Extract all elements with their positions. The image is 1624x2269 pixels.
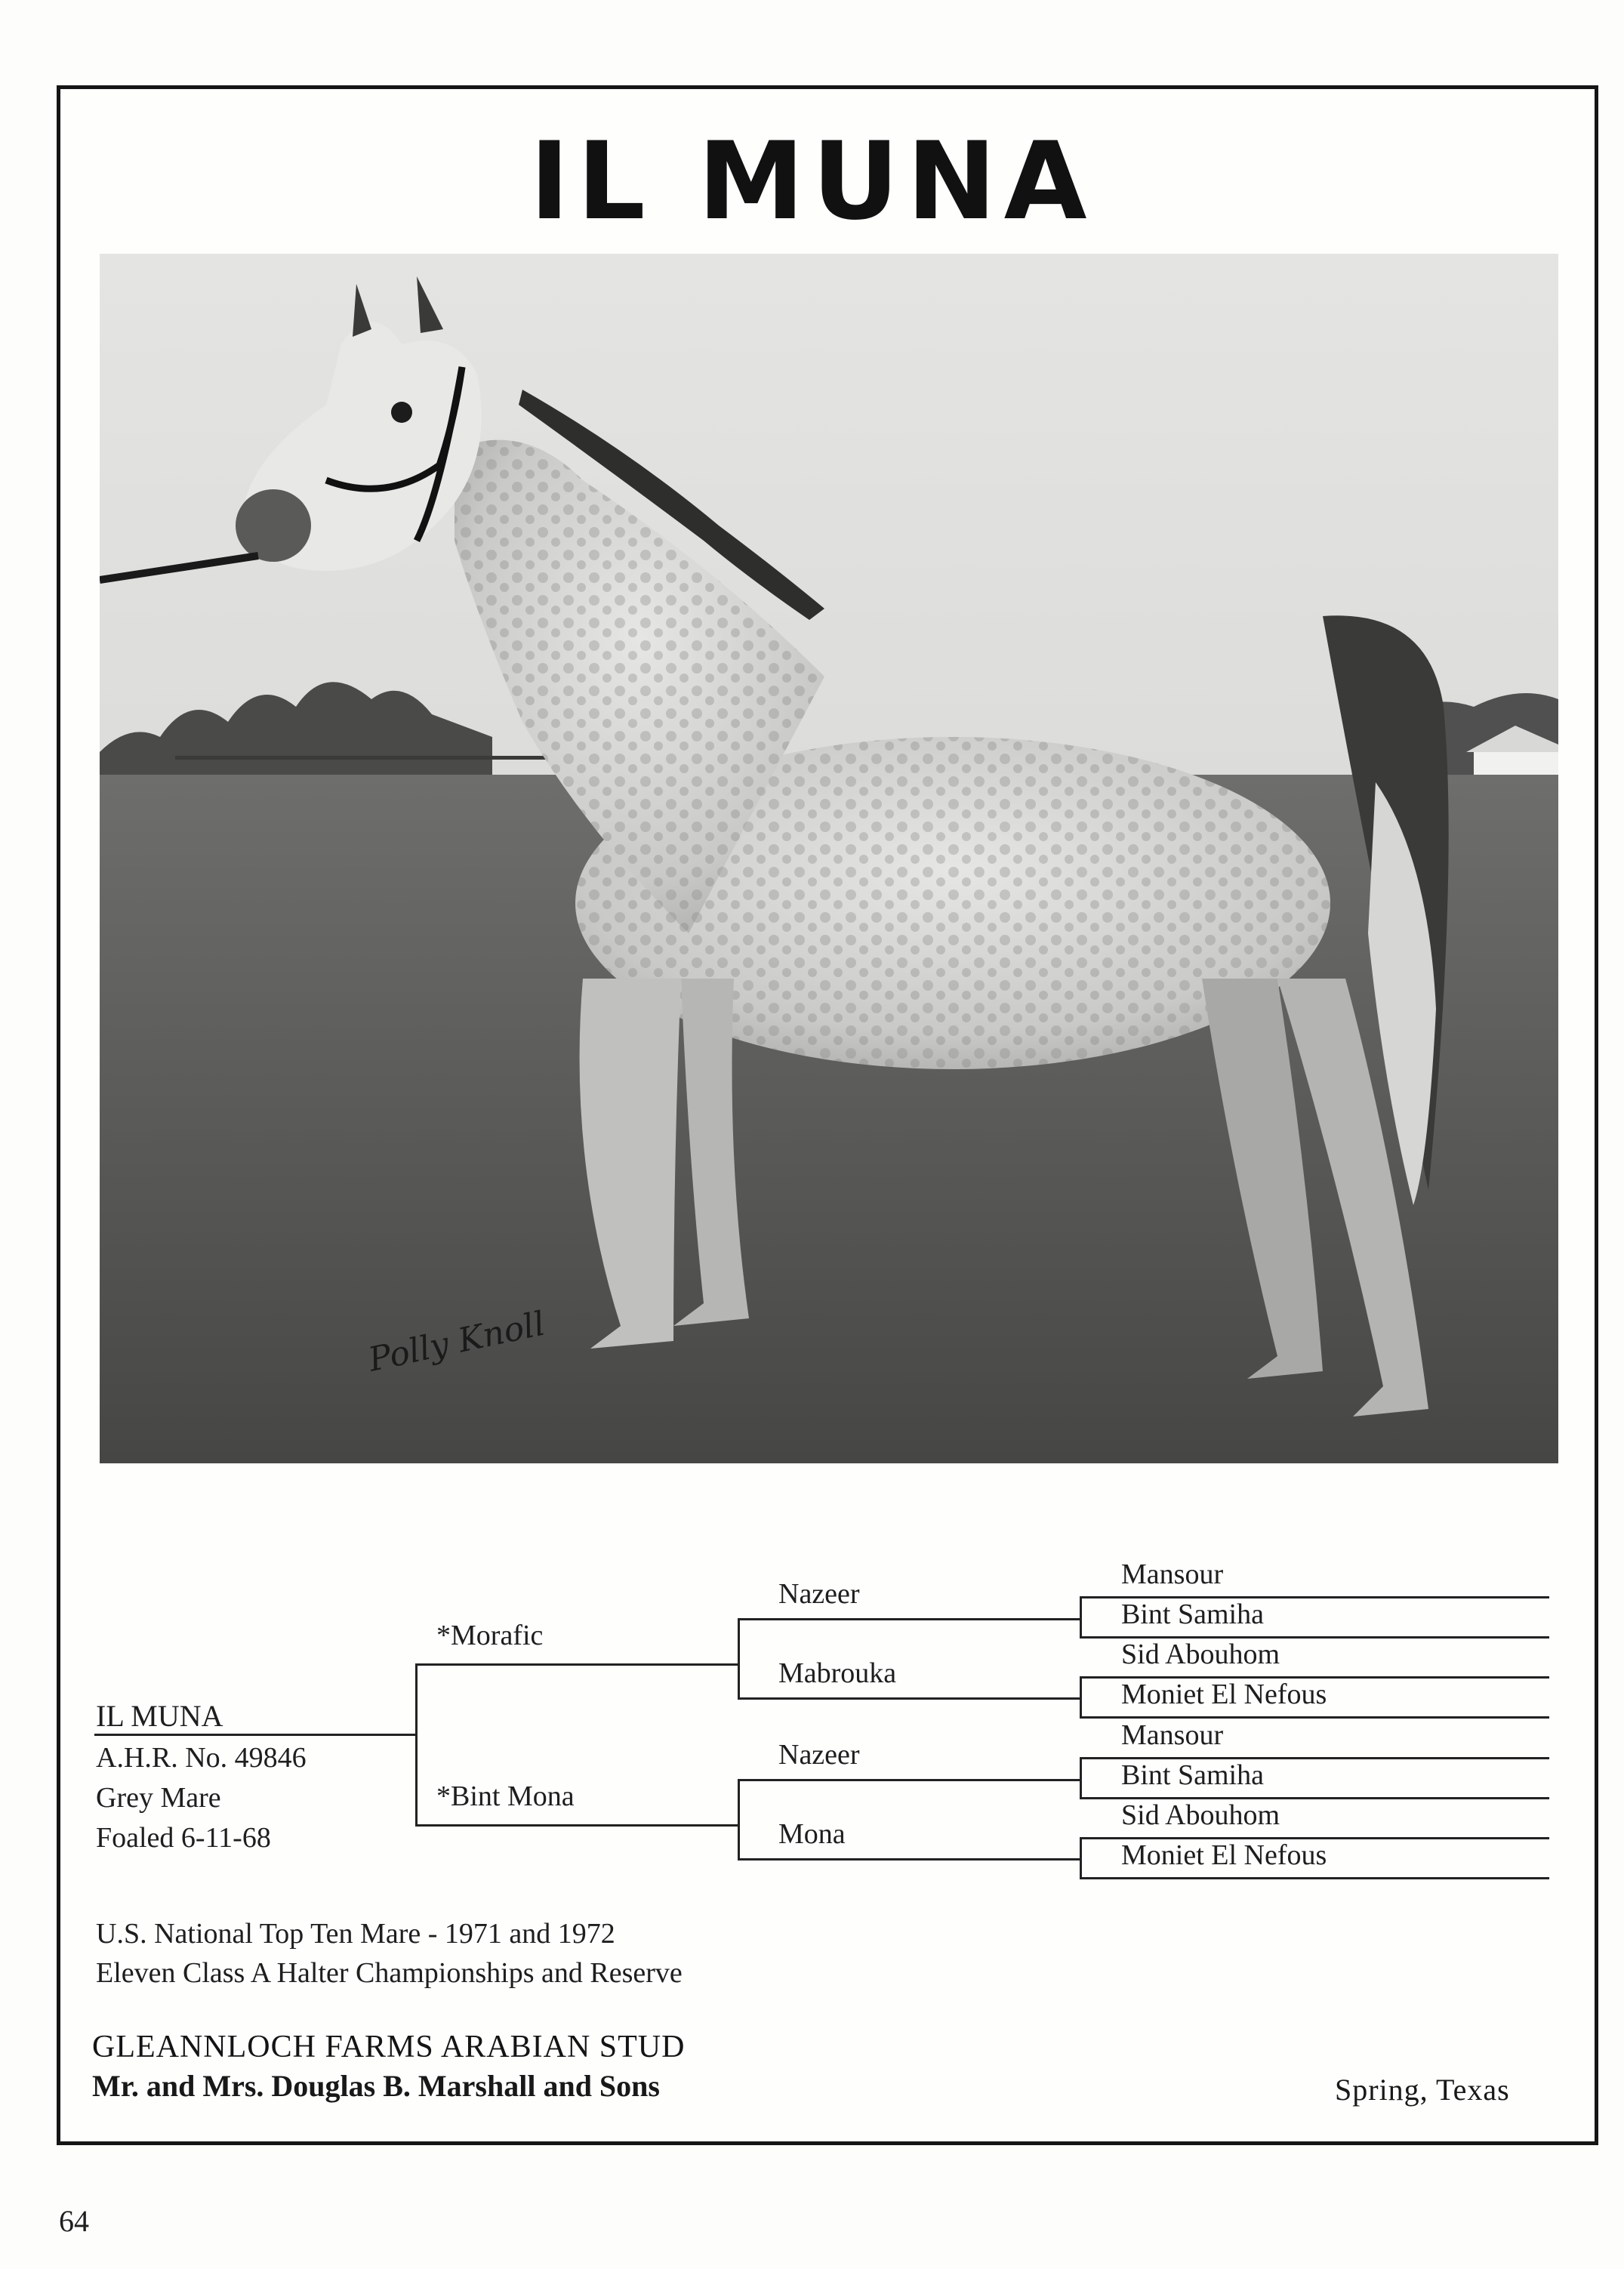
page-title: IL MUNA <box>529 119 1095 244</box>
pedigree-line <box>738 1618 740 1700</box>
pedigree-line <box>1080 1837 1082 1879</box>
pedigree-line <box>1080 1596 1082 1639</box>
pedigree-line <box>738 1779 1082 1781</box>
great-grandparent: Moniet El Nefous <box>1121 1839 1327 1871</box>
horse-name: IL MUNA <box>96 1699 223 1733</box>
farm-name: GLEANNLOCH FARMS ARABIAN STUD <box>92 2030 686 2064</box>
pedigree-line <box>94 1734 418 1736</box>
pedigree-line <box>738 1858 1082 1861</box>
farm-owners: Mr. and Mrs. Douglas B. Marshall and Sons <box>92 2069 660 2103</box>
pedigree-line <box>1080 1757 1082 1799</box>
page-number: 64 <box>59 2204 89 2238</box>
dam-dam-name: Mona <box>778 1818 846 1850</box>
pedigree-line <box>738 1697 1082 1700</box>
pedigree-line <box>415 1824 740 1827</box>
achievement-line: U.S. National Top Ten Mare - 1971 and 1972 <box>96 1918 615 1950</box>
great-grandparent: Bint Samiha <box>1121 1598 1264 1630</box>
pedigree-line <box>1080 1716 1549 1719</box>
pedigree-line <box>1080 1676 1082 1719</box>
achievement-line: Eleven Class A Halter Championships and Reserve <box>96 1957 683 1989</box>
farm-location: Spring, Texas <box>1335 2073 1510 2107</box>
dam-name: *Bint Mona <box>436 1780 575 1812</box>
color-sex: Grey Mare <box>96 1782 221 1814</box>
foaled-date: Foaled 6-11-68 <box>96 1822 271 1854</box>
dam-sire-name: Nazeer <box>778 1739 860 1771</box>
pedigree-line <box>738 1779 740 1861</box>
great-grandparent: Mansour <box>1121 1558 1224 1590</box>
great-grandparent: Bint Samiha <box>1121 1759 1264 1791</box>
pedigree-line <box>415 1663 418 1827</box>
great-grandparent: Mansour <box>1121 1719 1224 1751</box>
registration-number: A.H.R. No. 49846 <box>96 1742 307 1774</box>
pedigree-line <box>738 1618 1082 1620</box>
pedigree-line <box>1080 1877 1549 1879</box>
great-grandparent: Sid Abouhom <box>1121 1799 1280 1831</box>
pedigree-line <box>415 1663 740 1666</box>
sire-name: *Morafic <box>436 1620 544 1651</box>
great-grandparent: Sid Abouhom <box>1121 1639 1280 1670</box>
sire-sire-name: Nazeer <box>778 1578 860 1610</box>
photographer-signature: Polly Knoll <box>365 1304 549 1380</box>
great-grandparent: Moniet El Nefous <box>1121 1679 1327 1710</box>
sire-dam-name: Mabrouka <box>778 1657 897 1689</box>
horse-photo <box>100 254 1558 1463</box>
